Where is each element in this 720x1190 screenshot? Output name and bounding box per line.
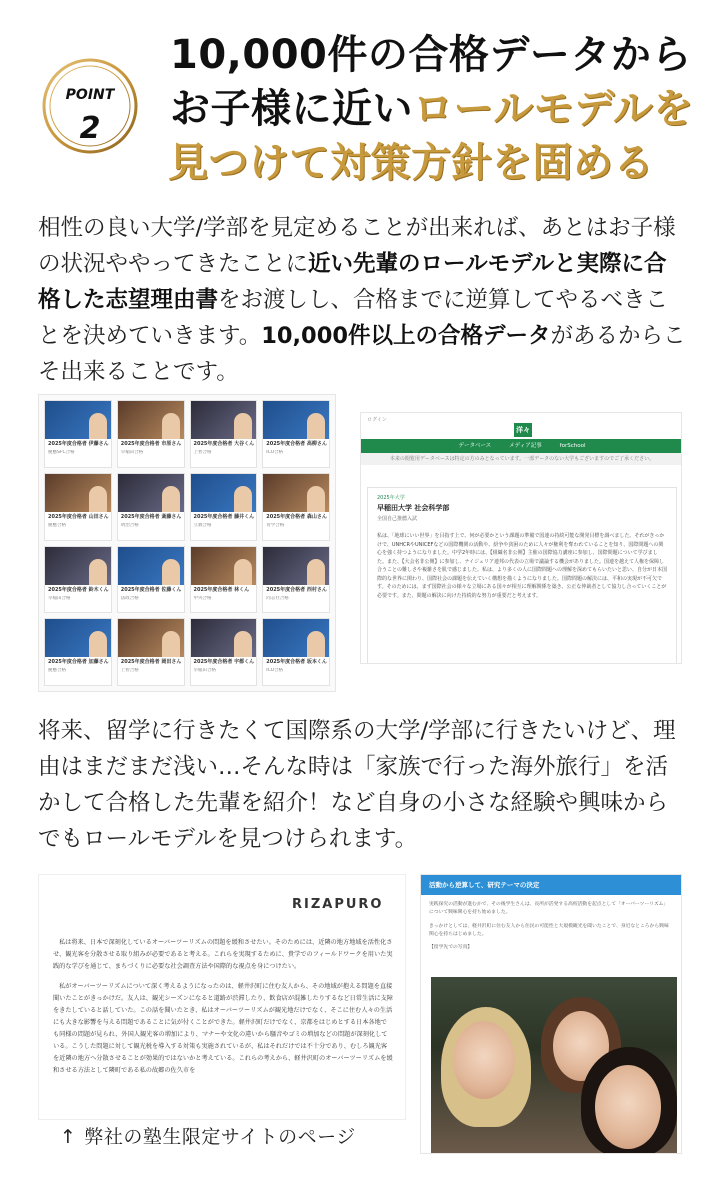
up-arrow-icon: ↑ bbox=[60, 1126, 77, 1148]
role-model-card-title: 2025年度合格者 山田さん bbox=[48, 513, 109, 520]
role-model-card[interactable] bbox=[44, 400, 112, 468]
footnote-text: 弊社の塾生限定サイトのページ bbox=[84, 1126, 356, 1148]
study-abroad-photo bbox=[431, 977, 677, 1153]
role-model-card-title: 2025年度合格者 宇都くん bbox=[193, 659, 255, 666]
role-model-card-title: 2025年度合格者 佐藤くん bbox=[120, 586, 182, 593]
headline-line-2-black: お子様に近い bbox=[170, 86, 413, 132]
role-model-card-subtitle: 早稲田合格 bbox=[48, 595, 71, 601]
role-model-card[interactable] bbox=[117, 473, 185, 541]
rizapuro-paragraph: 私がオーバーツーリズムについて深く考えるようになったのは、軽井沢町に住む友人から、その地域が抱える問題を直接聞いたことがきっかけだ。友人は、観光シーズンになると道路が渋滞したり、飲食店が混雑したりするなど日常生活に支障をきたしていると話していた。この話を聞いたとき、私はオーバーツーリズムが観光地だけでなく、そこに住む人々の生活にも大きな影響を与える問題であることに気が付くことができた。軽井沢町だけでなく、京都をはじめとする日本各地でも同様の問題が見られ、外国人観光客の増加により、マナーや文化の違いから騒音やゴミの増加などの問題が深刻化している。こうした問題に対して観光税を導入する対策も実施されているが、私はそれだけでは不十分であり、むしろ観光客を近隣の地方へ分散させることが効果的ではないかと考えている。これらの考えから、軽井沢町のオーバーツーリズムを緩和させる方法として隣町である私の故郷の佐久市を bbox=[53, 983, 393, 1074]
role-model-card[interactable] bbox=[262, 618, 330, 686]
role-model-card-title: 2025年度合格者 加藤さん bbox=[48, 659, 109, 666]
role-model-card-title: 2025年度合格者 伊藤さん bbox=[48, 441, 109, 447]
role-model-card-subtitle: 青学合格 bbox=[266, 522, 285, 528]
role-model-card[interactable] bbox=[117, 546, 185, 614]
rizapuro-logo: RIZAPURO bbox=[292, 897, 384, 912]
role-model-card-title: 2025年度合格者 森山さん bbox=[266, 513, 327, 520]
role-model-card-title: 2025年度合格者 坂本くん bbox=[266, 659, 327, 666]
essay-logo: 洋々 bbox=[514, 423, 532, 437]
role-model-card-subtitle: 中央合格 bbox=[193, 595, 212, 601]
role-model-card[interactable] bbox=[190, 546, 258, 614]
role-model-card-subtitle: 慶應合格 bbox=[48, 522, 66, 528]
role-model-card-title: 2025年度合格者 斎藤さん bbox=[120, 513, 182, 520]
essay-notice: 本来の閲覧用データベースは特定の方のみとなっています。一部データのない大学もございますのでご了承ください。 bbox=[361, 453, 682, 465]
role-model-card-title: 2025年度合格者 岡田さん bbox=[120, 659, 182, 666]
role-model-card-subtitle: 同志社合格 bbox=[266, 595, 289, 601]
point-badge-icon bbox=[20, 42, 160, 172]
role-model-card-subtitle: 立教合格 bbox=[193, 522, 212, 528]
role-model-card-title: 2025年度合格者 西村さん bbox=[266, 586, 327, 593]
role-model-card-title: 2025年度合格者 藤井くん bbox=[193, 513, 255, 520]
role-model-card-subtitle: 慶應合格 bbox=[48, 668, 66, 674]
role-model-card-subtitle: 上智合格 bbox=[193, 450, 212, 455]
screenshot-footnote bbox=[60, 1122, 356, 1149]
role-model-card-image bbox=[118, 401, 184, 439]
intro-text-3: があるからこそ出来ることです。 bbox=[38, 323, 686, 385]
headline-line-3: 見つけて対策方針を固める bbox=[168, 140, 654, 186]
role-model-card-subtitle: 早稲田合格 bbox=[120, 450, 144, 455]
role-model-card-subtitle: 法政合格 bbox=[120, 595, 139, 601]
hero-header bbox=[0, 0, 720, 205]
headline-line-2 bbox=[170, 82, 710, 136]
research-photo-caption: 【留学先での写真】 bbox=[429, 945, 473, 950]
role-model-card-image bbox=[263, 474, 329, 512]
role-model-card[interactable] bbox=[190, 400, 258, 468]
rizapuro-essay-screenshot bbox=[38, 874, 406, 1120]
role-model-card[interactable] bbox=[190, 473, 258, 541]
essay-year-tag: 2025年大学 bbox=[377, 495, 405, 501]
essay-card bbox=[367, 487, 677, 664]
intro-text-2: をお渡しし、合格までに逆算してやるべきことを決めていきます。 bbox=[38, 287, 669, 349]
essay-title: 早稲田大学 社会科学部 bbox=[377, 504, 450, 512]
role-model-card-image bbox=[263, 547, 329, 585]
role-model-card-image bbox=[45, 619, 111, 657]
headline bbox=[170, 28, 710, 190]
role-model-card[interactable] bbox=[262, 546, 330, 614]
role-model-card[interactable] bbox=[117, 400, 185, 468]
essay-nav-item[interactable]: forSchool bbox=[559, 443, 586, 449]
role-model-card[interactable] bbox=[262, 400, 330, 468]
role-model-card-image bbox=[263, 401, 329, 439]
role-model-card[interactable] bbox=[44, 546, 112, 614]
research-theme-screenshot bbox=[420, 874, 682, 1154]
research-header-bar: 活動から逆算して、研究テーマの決定 bbox=[421, 875, 681, 895]
role-model-card-title: 2025年度合格者 高柳さん bbox=[266, 441, 327, 447]
role-model-card-subtitle: 明治合格 bbox=[120, 522, 139, 528]
role-model-card-image bbox=[45, 474, 111, 512]
role-model-card[interactable] bbox=[44, 473, 112, 541]
research-text: 実践探究の活動が進むかで、その後学生さんは、長所が活発する高校活動を起点として「オーバーツーリズム」について興味関心を持ち始めました。 bbox=[429, 902, 669, 915]
role-model-card[interactable] bbox=[117, 618, 185, 686]
role-model-card-title: 2025年度合格者 林くん bbox=[193, 586, 250, 593]
essay-top-label: ログイン bbox=[361, 413, 681, 429]
role-model-card-image bbox=[45, 547, 111, 585]
intro-bold-1: 近い先輩のロールモデルと実際に合格した志望理由書 bbox=[38, 251, 667, 313]
essay-database-screenshot bbox=[360, 412, 682, 664]
intro-bold-2: 10,000件以上の合格データ bbox=[261, 323, 551, 349]
role-model-card-image bbox=[118, 619, 184, 657]
essay-body: 私は、「地球にいい世界」を目指す上で、何が必要かという課題の準備で国連の持続可能な開発目標を調べました。それがきっかけで、UNHCRやUNICEFなどの国際機関の活動や、紛争や貧困のために人々が権利を奪われていることを知り、国際問題への関心を強く持つようになりました。中学2年時には、【組織名非公開】主催の国際協力講座に参加し、国際問題について学びました。また、【大会名非公開】に参加し、ナイジェリア連邦の代表の立場で議論する機会がありました。国連を越えて人権を保障し合うことの難しさや複雑さを肌で感じました。私は、より多くの人に国際問題への理解を深めてもらいたいと思い、自分が日本国際的な世界に関わり、国際社会の課題を伝えていく構想を描くようになりました。国際問題の解決には、平和の実現が不可欠です。そのためには、まず国際社会の様々な立場にある国々が相互に理解関係を築き、公正な仲裁者として協力し合っていくことが必要です。また、問題の解決に向けた持続的な努力が重要だと考えます。 bbox=[377, 533, 668, 599]
role-model-card-image bbox=[45, 401, 111, 439]
role-model-card-image bbox=[118, 474, 184, 512]
essay-nav bbox=[361, 439, 682, 453]
role-model-card-grid bbox=[38, 394, 336, 692]
role-model-card-subtitle: 早稲田合格 bbox=[193, 668, 216, 674]
role-model-card[interactable] bbox=[190, 618, 258, 686]
role-model-card-image bbox=[191, 547, 257, 585]
headline-line-1: 10,000件の合格データから bbox=[170, 32, 692, 78]
intro-paragraph bbox=[38, 210, 688, 390]
role-model-card-image bbox=[118, 547, 184, 585]
role-model-card-subtitle: 上智合格 bbox=[120, 668, 139, 674]
role-model-card-image bbox=[191, 619, 257, 657]
rizapuro-essay-body bbox=[53, 937, 393, 1085]
essay-nav-item[interactable]: データベース bbox=[458, 443, 492, 449]
badge-number: 2 bbox=[79, 111, 101, 146]
essay-nav-item[interactable]: メディア記事 bbox=[509, 443, 542, 449]
badge-word: POINT bbox=[65, 87, 115, 103]
essay-exam-type: 全国自己推薦入試 bbox=[377, 516, 418, 522]
role-model-card-title: 2025年度合格者 市原さん bbox=[120, 441, 182, 447]
role-model-card-subtitle: ICU合格 bbox=[266, 668, 284, 674]
role-model-card[interactable] bbox=[262, 473, 330, 541]
role-model-card-image bbox=[263, 619, 329, 657]
role-model-card-subtitle: ICU合格 bbox=[266, 450, 284, 455]
role-model-card-title: 2025年度合格者 大谷くん bbox=[193, 441, 255, 447]
headline-line-2-gold: ロールモデルを bbox=[413, 86, 694, 132]
role-model-card[interactable] bbox=[44, 618, 112, 686]
research-text: きっかけとしては、軽井沢町に住む友人から住民の可能性と大規模観光を聞いたことで、身近なところから興味関心を持ちはじめました。 bbox=[429, 924, 669, 937]
role-model-card-subtitle: 慶應SFC合格 bbox=[48, 450, 75, 455]
role-model-card-image bbox=[191, 401, 257, 439]
example-paragraph: 将来、留学に行きたくて国際系の大学/学部に行きたいけど、理由はまだまだ浅い…そんな時は「家族で行った海外旅行」を活かして合格した先輩を紹介！など自身の小さな経験や興味からでもロールモデルを見つけられます。 bbox=[38, 718, 676, 852]
rizapuro-paragraph: 私は将来、日本で深刻化しているオーバーツーリズムの問題を緩和させたい。そのためには、近隣の地方地域を活性化させ、観光客を分散させる取り組みが必要であると考える。これらを実現するために、貴学でのフィールドワークを用いた実践的な学びを通じて、まちづくりに必要な社会調査方法や国際的な視点を身につけたい。 bbox=[53, 939, 393, 970]
role-model-card-image bbox=[191, 474, 257, 512]
intro-text-1: 相性の良い大学/学部を見定めることが出来れば、あとはお子様の状況ややってきたことに bbox=[38, 215, 676, 277]
role-model-card-title: 2025年度合格者 鈴木くん bbox=[48, 586, 109, 593]
